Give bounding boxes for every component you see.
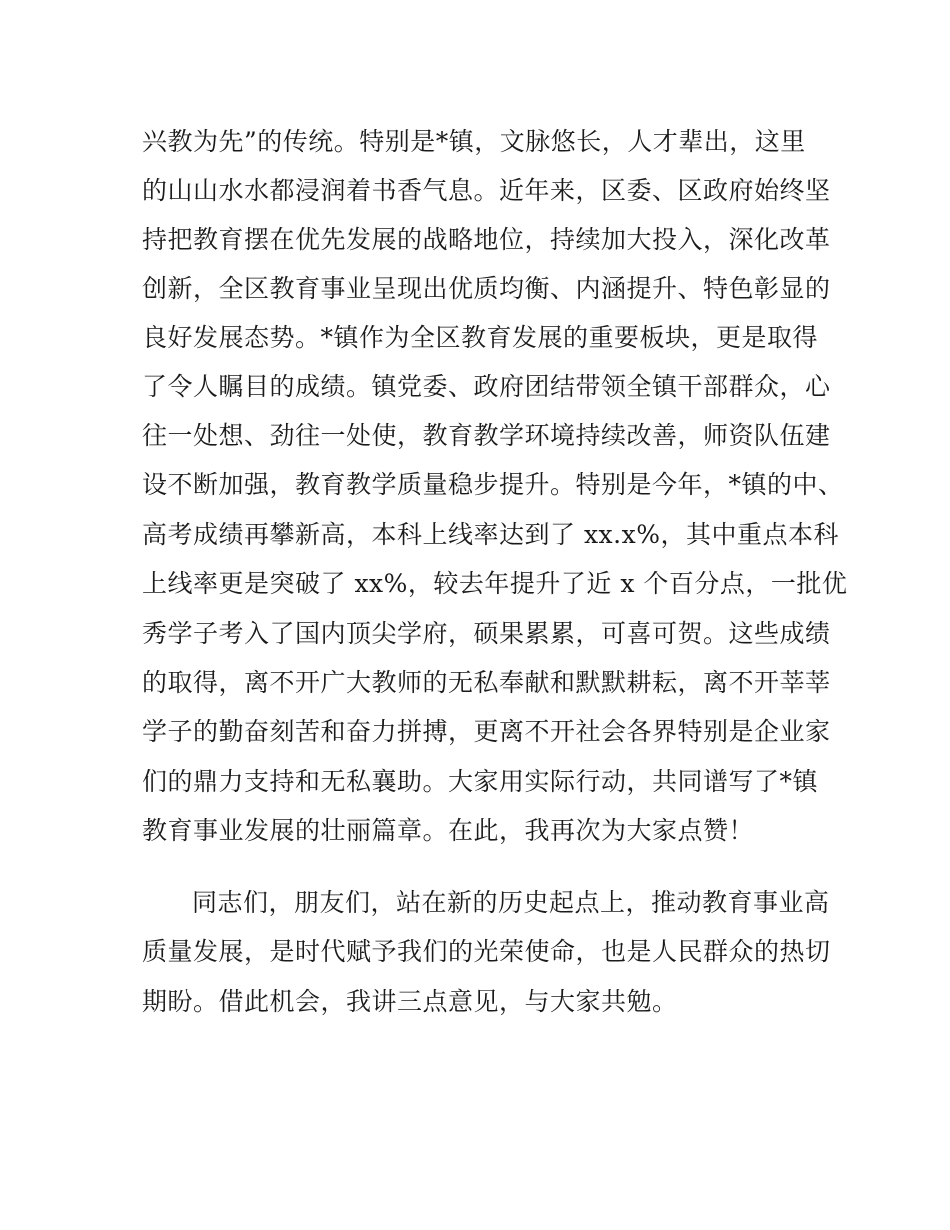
text-line: 秀学子考入了国内顶尖学府，硕果累累，可喜可贺。这些成绩: [142, 619, 831, 648]
text-line: 同志们，朋友们，站在新的历史起点上，推动教育事业高: [192, 888, 830, 917]
text-line: 质量发展，是时代赋予我们的光荣使命，也是人民群众的热切: [142, 937, 831, 966]
text-line: 们的鼎力支持和无私襄助。大家用实际行动，共同谱写了*镇: [142, 767, 819, 796]
text-line: 的山山水水都浸润着书香气息。近年来，区委、区政府始终坚: [142, 176, 831, 205]
text-line: 高考成绩再攀新高，本科上线率达到了 xx.x%，其中重点本科: [142, 520, 839, 549]
text-line: 学子的勤奋刻苦和奋力拼搏，更离不开社会各界特别是企业家: [142, 717, 831, 746]
text-line: 上线率更是突破了 xx%，较去年提升了近 x 个百分点，一批优: [142, 569, 848, 598]
text-line: 良好发展态势。*镇作为全区教育发展的重要板块，更是取得: [142, 323, 819, 352]
text-line: 创新，全区教育事业呈现出优质均衡、内涵提升、特色彰显的: [142, 274, 831, 303]
text-line: 设不断加强，教育教学质量稳步提升。特别是今年，*镇的中、: [142, 470, 844, 499]
text-line: 持把教育摆在优先发展的战略地位，持续加大投入，深化改革: [142, 225, 831, 254]
text-line: 期盼。借此机会，我讲三点意见，与大家共勉。: [142, 987, 678, 1016]
text-line: 的取得，离不开广大教师的无私奉献和默默耕耘，离不开莘莘: [142, 668, 831, 697]
text-line: 教育事业发展的壮丽篇章。在此，我再次为大家点赞！: [142, 816, 755, 845]
text-line: 往一处想、劲往一处使，教育教学环境持续改善，师资队伍建: [142, 421, 831, 450]
text-line: 了令人瞩目的成绩。镇党委、政府团结带领全镇干部群众，心: [142, 372, 831, 401]
text-line: 兴教为先”的传统。特别是*镇，文脉悠长，人才辈出，这里: [142, 127, 806, 156]
